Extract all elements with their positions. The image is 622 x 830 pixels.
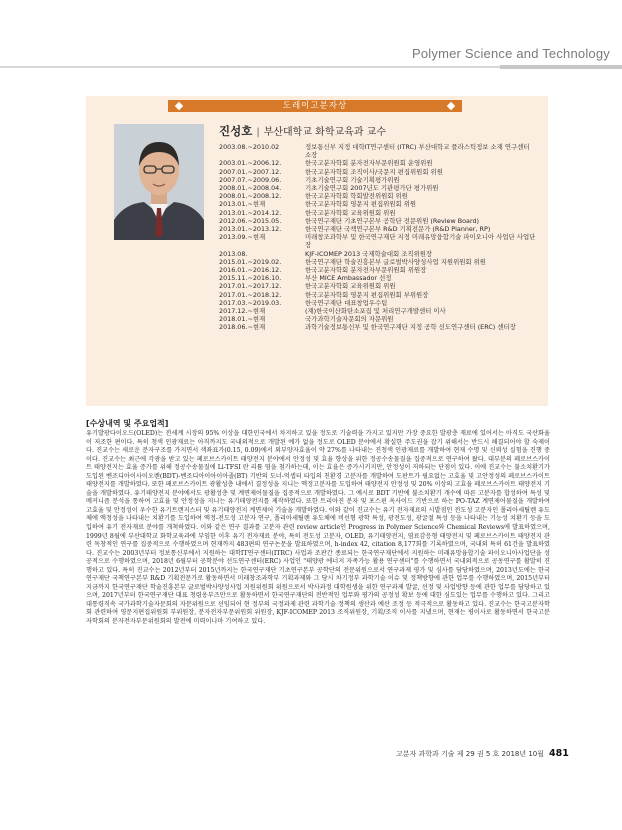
cv-item <box>219 200 537 208</box>
cv-date: 2016.01.~2016.12. <box>219 266 282 275</box>
cv-desc: (재)한국이산화탄소포집 및 처리연구개발센터 이사 <box>305 307 446 316</box>
diamond-icon <box>447 102 455 110</box>
cv-desc: KJF-ICOMEP 2013 국제학술대회 조직위원장 <box>305 249 433 258</box>
page-number: 481 <box>549 748 569 759</box>
journal-title: Polymer Science and Technology <box>412 46 610 61</box>
cv-date: 2008.01.~2008.12. <box>219 192 282 201</box>
cv-desc: 한국고분자학회 영문지 편집위원회 부위원장 <box>305 290 429 299</box>
cv-date: 2017.01.~2017.12. <box>219 282 282 291</box>
cv-item <box>219 291 537 299</box>
cv-item <box>219 225 537 233</box>
cv-item <box>219 217 537 225</box>
name-line <box>219 123 386 139</box>
cv-item <box>219 176 537 184</box>
cv-desc: 한국고분자학회 교육위원회 위원 <box>305 282 396 291</box>
award-title: 도레이고분자상 <box>282 101 348 111</box>
cv-date: 2015.01.~2019.02. <box>219 257 282 266</box>
cv-desc: 한국고분자학회 조직이사/국문지 편집위원회 위원 <box>305 167 443 176</box>
cv-date: 2013.01.~2013.12. <box>219 225 282 234</box>
cv-item <box>219 143 537 159</box>
cv-date: 2003.01.~2006.12. <box>219 159 282 168</box>
cv-desc: 한국고분자학회 학회발전위원회 위원 <box>305 192 408 201</box>
cv-item <box>219 282 537 290</box>
name-separator: | <box>256 127 260 138</box>
cv-item <box>219 299 537 307</box>
person-name: 진성호 <box>219 124 253 138</box>
cv-desc: 한국연구재단 대표창업우수팀 <box>305 298 388 307</box>
cv-date: 2017.12.~현재 <box>219 307 266 316</box>
section-title: [수상내역 및 주요업적] <box>86 419 169 428</box>
portrait-photo <box>114 124 204 240</box>
page-footer <box>396 748 569 759</box>
cv-list <box>219 143 537 332</box>
cv-date: 2013.01.~현재 <box>219 200 266 209</box>
cv-desc: 한국연구재단 기초연구본부 공학단 전문위원 (Review Board) <box>305 216 480 225</box>
cv-date: 2013.01.~2014.12. <box>219 208 282 217</box>
cv-date: 2008.01.~2008.04. <box>219 184 282 193</box>
cv-item <box>219 168 537 176</box>
cv-date: 2012.06.~2015.05. <box>219 216 282 225</box>
cv-date: 2018.06.~현재 <box>219 323 266 332</box>
header-rule-accent <box>500 65 622 69</box>
cv-date: 2017.03.~2019.03. <box>219 298 282 307</box>
cv-desc: 미래창조과학부 및 한국연구재단 지정 미래유망융합기술 파이오니아 사업단 사업단장 <box>305 233 536 250</box>
body-paragraph: 유기발광다이오드(OLED)는 전세계 시장의 95% 이상을 대한민국에서 차지하고 있을 정도로 기술력을 가지고 있지만 가장 중요한 발광층 재료에 있어서는 아직도 국산화율이 저조한 편이다. 특히 청색 인광재료는 아직까지도 국내외적으로 개발된 예가 없을 정도로 OLED 분야에서 확실한 주도권을 잡기 위해서는 반드시 해결되어야 할 숙제이다. 진교수는 새로운 분자구조를 가지면서 색좌표가(0.15, 0.09)에서 외부양자효율이 약 27%를 나타내는 진청색 인광재료를 개발하여 현재 수명 및 신뢰성 실험을 진행 중이다. 진교수는 최근에 각광을 받고 있는 페로브스카이트 태양전지 분야에서 안정성 및 효율 향상을 위한 정공수송물질을 집중적으로 연구하여 왔다. 대부분의 페로브스카이트 태양전지는 효율 증가를 위해 정공수송물질에 Li-TFSI 란 리튬 염을 첨가하는데, 이는 효율은 증가시키지만, 안정성이 저하되는 단점이 있다. 이에 진교수는 불소치환기가 도입된 벤조디아이사이오렌(BDT)-벤조디아이아이아졸(BT) 기반의 도너-억셉터 타입의 친환경 고분자를 개발하여 도판트가 필요없는 고효율 및 고안정성의 페로브스카이트 태양전지를 개발하였다. 또한 페로브스카이트 광활성층 내에서 결정성을 지니는 액정고분자를 도입하여 태양전지 안정성 및 20% 이상의 고효율 페로브스카이트 태양전지 기술을 개발하였다. 유기태양전지 분야에서도 광활성층 및 계면제어물질을 집중적으로 개발하였다. 그 예시로 BDT 기반에 불소치환기 개수에 따른 고분자를 합성하여 특성 및 메커니즘 분석을 통하여 고효율 및 안정성을 지니는 유기태양전지를 제작하였다. 또한 트리아진 분자 및 포스핀 옥사이드 기반으로 하는 PO-TAZ 계면제어물질을 개발하여 고효율 및 안정성이 우수한 유기트랜지스터 및 유기태양전지 계면제어 기술을 개발하였다. 이와 같이 진교수는 유기 전자재료의 시발점인 전도성 고분자인 폴리아세틸렌 유도체에 액정성을 나타내는 치환기를 도입하여 액정-전도성 고분자 연구, 폴리아세틸렌 유도체에 비선형 광학 특성, 광전도성, 광굴절 특성 등을 나타내는 기능성 치환기 등을 도입하여 유기 전자재료 분야를 개척하였다. 이와 같은 연구 결과를 고분자 관련 review article인 Progress in Polymer Science와 Chemical Reviews에 발표하였으며, 1999년 8월에 부산대학교 화학교육과에 부임한 이후 유기 전자재료 분야, 특히 전도성 고분자, OLED, 유기태양전지, 염료감응형 태양전지 및 페로브스카이트 태양전지 관련 독창적인 연구를 집중적으로 수행하였으며 현재까지 483편의 연구논문을 발표하였으며, h-index 42, citation 8,177회를 기록하였으며, 국내외 특허 61건을 발표하였다. 진교수는 2003년부터 정보통신부에서 지원하는 대학IT연구센터(ITRC) 사업과 조판간 종료되는 한국연구재단에서 지원하는 미래유망융합기술 파이오니아사업단을 성공적으로 수행하였으며, 2018년 6월부터 공학분야 선도연구센터(ERC) 사업인 "태양광 에너지 자족가능 활용 연구센터"를 수행하면서 국내외적으로 공동연구를 활발히 진행하고 있다. 특히 진교수는 2012년부터 2015년까지는 한국연구재단 기초연구본부 공학단의 전문위원으로서 연구과제 평가 및 심사를 담당하였으며, 2013년도에는 한국연구재단 국책연구본부 R&D 기획전문가로 활동하면서 미래창조과학부 기획과제와 그 당시 차기정부 과학기술 이슈 및 정책방향에 관한 업무를 수행하였으며, 2015년부터 지금까지 한국연구재단 학술진흥본부 글로벌박사양성사업 지원위원회 위원으로서 박사과정 대학원생을 위한 연구과제 발굴, 선정 및 사업방향 등에 관한 업무를 담당하고 있으며, 2017년부터 한국연구재단 대표 청렴옹부즈만으로 활동하면서 한국연구재단의 전반적인 업무와 평가의 공정성 확보 등에 대한 심도있는 업무를 수행하고 있다. 그리고 대통령직속 국가과학기술자문회의 자문위원으로 선임되어 현 정부의 국정과제 관련 과학기술 정책의 생산과 예산 조정 등 적극적으로 활동하고 있다. 진교수는 한국고분자학회 관련하여 영문지편집위원회 부위원장, 분자전자부문위원회 위원장, KJF-ICOMEP 2013 조직위원장, 기획/조직 이사를 지냈으며, 현재는 평이사로 활동하면서 한국고분자학회의 분자전자부문위원회의 발전에 미력이나마 기여하고 있다. <box>86 430 550 626</box>
cv-date: 2015.11.~2016.10. <box>219 274 282 283</box>
cv-item <box>219 258 537 266</box>
cv-date: 2018.01.~현재 <box>219 315 266 324</box>
cv-item <box>219 159 537 167</box>
cv-item <box>219 233 537 249</box>
person-affiliation: 부산대학교 화학교육과 교수 <box>263 127 386 138</box>
cv-desc: 한국고분자학회 분자전자부문위원회 운영위원 <box>305 159 433 168</box>
cv-desc: 국가과학기술자문회의 자문위원 <box>305 315 394 324</box>
footer-citation: 고분자 과학과 기술 제 29 권 5 호 2018년 10월 <box>396 750 545 758</box>
cv-item <box>219 250 537 258</box>
cv-desc: 한국고분자학회 영문지 편집위원회 위원 <box>305 200 417 209</box>
cv-desc: 한국연구재단 학술진흥본부 글로벌박사양성사업 지원위원회 위원 <box>305 257 486 266</box>
cv-date: 2003.08.~2010.02 <box>219 143 280 151</box>
cv-desc: 부산 MICE Ambassador 선정 <box>305 274 392 283</box>
cv-date: 2013.09.~현재 <box>219 233 266 242</box>
diamond-icon <box>175 102 183 110</box>
cv-desc: 한국고분자학회 분자전자부문위원회 위원장 <box>305 266 427 275</box>
cv-desc: 정보통신부 지정 대학IT연구센터 (ITRC) 부산대학교 플라스틱정보 소재 연구센터 소장 <box>305 143 530 160</box>
cv-item <box>219 323 537 331</box>
cv-desc: 과학기술정보통신부 및 한국연구재단 지정 공학 선도연구센터 (ERC) 센터장 <box>305 323 516 332</box>
cv-date: 2017.01.~2018.12. <box>219 290 282 299</box>
cv-desc: 한국연구재단 국책연구본부 R&D 기획전문가 (R&D Planner, RP) <box>305 225 491 234</box>
cv-desc: 기초기술연구회 2007년도 기관평가단 평가위원 <box>305 184 439 193</box>
award-banner <box>168 100 462 112</box>
cv-date: 2007.01.~2007.12. <box>219 167 282 176</box>
cv-desc: 기초기술연구회 기술기획평가위원 <box>305 175 400 184</box>
cv-item <box>219 209 537 217</box>
cv-date: 2013.08. <box>219 249 248 258</box>
cv-date: 2007.07.~2009.06. <box>219 175 282 184</box>
cv-item <box>219 184 537 192</box>
cv-desc: 한국고분자학회 교육위원회 위원 <box>305 208 396 217</box>
